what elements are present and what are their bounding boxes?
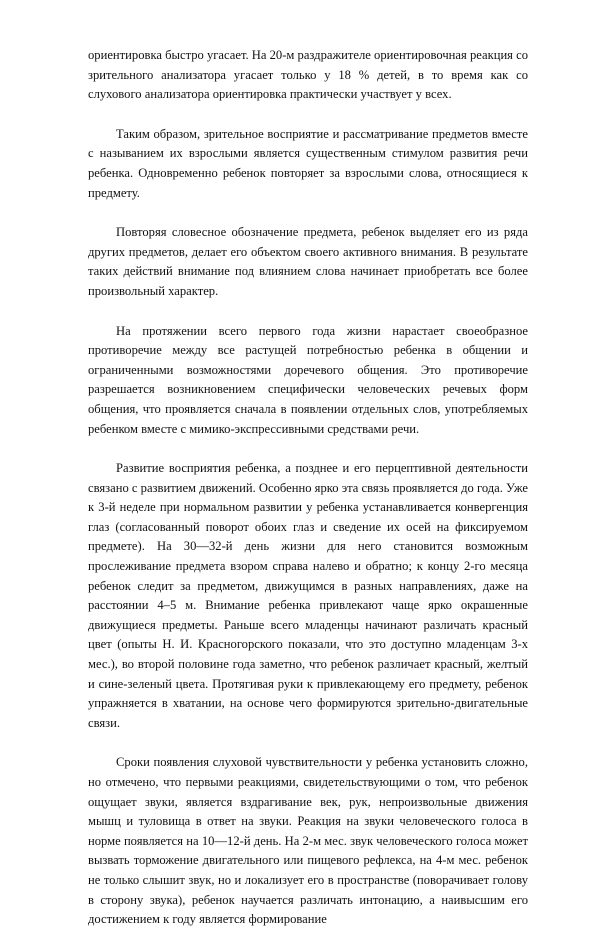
paragraph-6: Сроки появления слуховой чувствительности у ребенка установить сложно, но отмечено, что первыми реакциями, свидетельствующими о том, что ребенок ощущает звуки, является вздрагивание век, рук, непроизвольные движения мышц и туловища в ответ на звуки. Реакция на звуки человеческого голоса в норме появляется на 10—12-й день. На 2-м мес. звук человеческого голоса может вызвать торможение двигательного или пищевого рефлекса, на 4-м мес. ребенок не только слышит звук, но и локализует его в пространстве (поворачивает голову в сторону звука), ребенок научается различать интонацию, а наивысшим его достижением к году является формирование — [88, 755, 528, 927]
document-page — [88, 46, 528, 950]
paragraph-1: ориентировка быстро угасает. На 20-м раздражителе ориентировочная реакция со зрительного анализатора угасает только у 18 % детей, в то время как со слухового анализатора ориентировка практически участвует у всех. — [88, 48, 529, 102]
paragraph-4: На протяжении всего первого года жизни нарастает своеобразное противоречие между все растущей потребностью ребенка в общении и ограниченными возможностями доречевого общения. Это противоречие разрешается возникновением специфически человеческих речевых форм общения, что проявляется сначала в появлении отдельных слов, употребляемых ребенком вместе с мимико-экспрессивными средствами речи. — [88, 323, 528, 436]
paragraph-2: Таким образом, зрительное восприятие и рассматривание предметов вместе с называнием их взрослыми является существенным стимулом развития речи ребенка. Одновременно ребенок повторяет за взрослыми слова, относящиеся к предмету. — [88, 126, 528, 200]
paragraph-3: Повторяя словесное обозначение предмета, ребенок выделяет его из ряда других предметов, делает его объектом своего активного внимания. В результате таких действий внимание под влиянием слова начинает приобретать все более произвольный характер. — [88, 225, 528, 298]
paragraph-5: Развитие восприятия ребенка, а позднее и его перцептивной деятельности связано с развитием движений. Особенно ярко эта связь проявляется до года. Уже к 3-й неделе при нормальном развитии у ребенка устанавливается конвергенция глаз (согласованный поворот обоих глаз и сведение их осей на фиксируемом предмете). На 30—32-й день жизни для него становится возможным прослеживание предмета взором справа налево и обратно; к концу 2-го месяца ребенок следит за предметом, движущимся в разных направлениях, даже на расстоянии 4–5 м. Вниманиe ребенка привлекают чаще ярко окрашенные движущиеся предметы. Раньше всего младенцы начинают различать красный цвет (опыты Н. И. Красногорского показали, что это доступно младенцам 3-х мес.), во второй половине года заметно, что ребенок различает красный, желтый и сине-зеленый цвета. Протягивая руки к привлекающему его предмету, ребенок упражняется в хватании, на основе чего формируются зрительно-двигательные связи. — [88, 461, 528, 730]
